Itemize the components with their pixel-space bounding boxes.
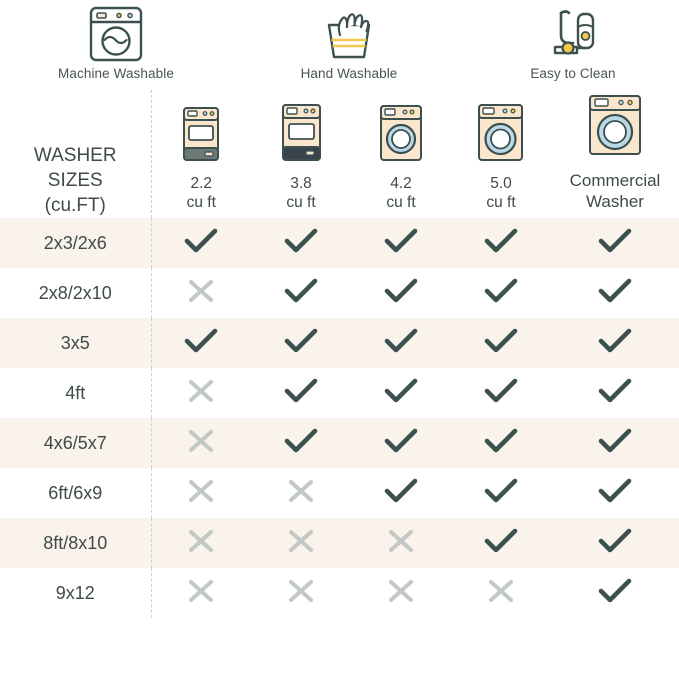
cross-icon xyxy=(387,528,415,554)
row-label: 6ft/6x9 xyxy=(0,468,151,518)
row-label: 4ft xyxy=(0,368,151,418)
table-corner-title xyxy=(0,90,151,218)
cell-check xyxy=(451,318,551,368)
cell-check xyxy=(551,568,679,618)
check-icon xyxy=(384,278,418,304)
cell-check xyxy=(551,218,679,268)
check-icon xyxy=(598,278,632,304)
check-icon xyxy=(484,328,518,354)
cross-icon xyxy=(187,378,215,404)
top-load-washer-icon xyxy=(251,94,351,170)
care-item-label: Machine Washable xyxy=(58,66,174,81)
cross-icon xyxy=(287,528,315,554)
cell-check xyxy=(451,468,551,518)
check-icon xyxy=(484,378,518,404)
cell-check xyxy=(351,418,451,468)
cell-check xyxy=(451,418,551,468)
cell-check xyxy=(151,218,251,268)
cell-check xyxy=(551,268,679,318)
check-icon xyxy=(484,478,518,504)
check-icon xyxy=(384,428,418,454)
cell-check xyxy=(451,268,551,318)
table-row xyxy=(0,368,679,418)
hand-wash-icon xyxy=(259,4,439,64)
table-row xyxy=(0,518,679,568)
check-icon xyxy=(284,378,318,404)
top-load-washer-icon xyxy=(152,94,252,170)
check-icon xyxy=(384,378,418,404)
cell-check xyxy=(151,318,251,368)
row-label: 2x8/2x10 xyxy=(0,268,151,318)
cell-cross xyxy=(151,418,251,468)
cell-check xyxy=(251,368,351,418)
table-row xyxy=(0,468,679,518)
cell-check xyxy=(251,218,351,268)
cell-check xyxy=(551,318,679,368)
care-item-easy-to-clean xyxy=(483,4,663,81)
corner-title-line-2: SIZES xyxy=(47,170,103,191)
column-header-label: Commercial Washer xyxy=(569,171,661,211)
care-item-label: Easy to Clean xyxy=(530,66,616,81)
check-icon xyxy=(284,278,318,304)
cell-check xyxy=(351,218,451,268)
column-header-5-0 xyxy=(451,90,551,218)
cell-cross xyxy=(151,568,251,618)
care-item-label: Hand Washable xyxy=(300,66,398,81)
care-item-machine-washable xyxy=(26,4,206,81)
column-header-label: 5.0 cu ft xyxy=(486,175,516,211)
check-icon xyxy=(598,378,632,404)
row-label: 4x6/5x7 xyxy=(0,418,151,468)
cell-cross xyxy=(251,568,351,618)
table-row xyxy=(0,268,679,318)
check-icon xyxy=(484,428,518,454)
column-header-label: 2.2 cu ft xyxy=(186,175,216,211)
cross-icon xyxy=(187,278,215,304)
front-load-washer-icon xyxy=(351,94,451,170)
cross-icon xyxy=(487,578,515,604)
front-load-washer-icon xyxy=(451,94,551,170)
cell-cross xyxy=(151,518,251,568)
cell-check xyxy=(251,268,351,318)
check-icon xyxy=(598,578,632,604)
cell-check xyxy=(551,418,679,468)
cell-check xyxy=(451,218,551,268)
cross-icon xyxy=(387,578,415,604)
cell-check xyxy=(351,318,451,368)
check-icon xyxy=(384,228,418,254)
column-header-4-2 xyxy=(351,90,451,218)
table-row xyxy=(0,218,679,268)
compatibility-table-body xyxy=(0,218,679,618)
column-header-3-8 xyxy=(251,90,351,218)
table-row xyxy=(0,318,679,368)
check-icon xyxy=(484,528,518,554)
row-label: 8ft/8x10 xyxy=(0,518,151,568)
check-icon xyxy=(184,228,218,254)
row-label: 9x12 xyxy=(0,568,151,618)
vacuum-icon xyxy=(483,4,663,64)
cell-check xyxy=(551,518,679,568)
cross-icon xyxy=(187,428,215,454)
check-icon xyxy=(484,228,518,254)
commercial-washer-icon xyxy=(551,90,679,166)
column-header-commercial xyxy=(551,90,679,218)
check-icon xyxy=(184,328,218,354)
compatibility-table xyxy=(0,90,679,218)
check-icon xyxy=(598,428,632,454)
row-label: 3x5 xyxy=(0,318,151,368)
check-icon xyxy=(598,478,632,504)
table-row xyxy=(0,418,679,468)
check-icon xyxy=(484,278,518,304)
cell-check xyxy=(351,468,451,518)
cross-icon xyxy=(187,528,215,554)
cross-icon xyxy=(287,578,315,604)
check-icon xyxy=(598,528,632,554)
cell-cross xyxy=(351,568,451,618)
corner-title-line-1: WASHER xyxy=(33,145,117,166)
cell-cross xyxy=(151,268,251,318)
check-icon xyxy=(598,328,632,354)
cell-cross xyxy=(151,368,251,418)
check-icon xyxy=(284,328,318,354)
column-header-label: 3.8 cu ft xyxy=(286,175,316,211)
cell-check xyxy=(551,468,679,518)
check-icon xyxy=(598,228,632,254)
cell-cross xyxy=(251,468,351,518)
check-icon xyxy=(384,478,418,504)
check-icon xyxy=(284,228,318,254)
cross-icon xyxy=(187,578,215,604)
check-icon xyxy=(384,328,418,354)
cell-check xyxy=(451,518,551,568)
cell-cross xyxy=(451,568,551,618)
care-item-hand-washable xyxy=(259,4,439,81)
cross-icon xyxy=(287,478,315,504)
column-header-label: 4.2 cu ft xyxy=(386,175,416,211)
cell-cross xyxy=(151,468,251,518)
cell-check xyxy=(551,368,679,418)
cell-check xyxy=(251,318,351,368)
cell-check xyxy=(251,418,351,468)
cell-cross xyxy=(251,518,351,568)
column-header-2-2 xyxy=(151,90,251,218)
corner-title-line-3: (cu.FT) xyxy=(44,195,106,216)
table-header-row xyxy=(0,90,679,218)
washing-machine-icon xyxy=(26,4,206,64)
table-row xyxy=(0,568,679,618)
cell-check xyxy=(451,368,551,418)
cross-icon xyxy=(187,478,215,504)
cell-check xyxy=(351,368,451,418)
cell-cross xyxy=(351,518,451,568)
row-label: 2x3/2x6 xyxy=(0,218,151,268)
check-icon xyxy=(284,428,318,454)
care-header xyxy=(0,0,679,90)
cell-check xyxy=(351,268,451,318)
